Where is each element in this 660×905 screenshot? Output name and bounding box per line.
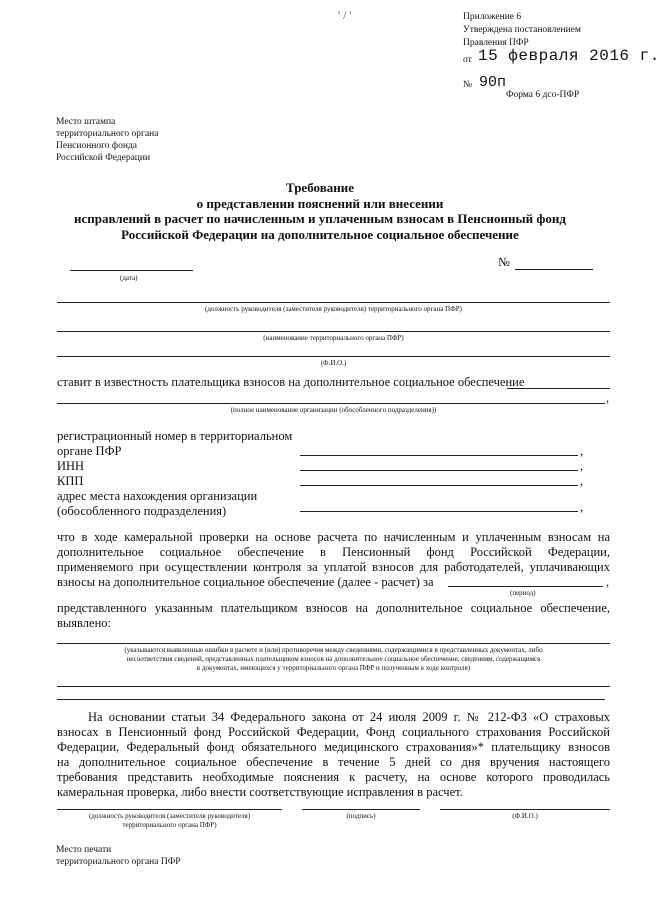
address-line [300,511,578,512]
comma: , [606,391,610,405]
paragraph-line: требования представить необходимые пояснения к расчету, на основе которого проводилась [57,770,610,784]
fio-line [57,356,610,357]
paragraph-line: что в ходе камеральной проверки на основе расчета по начисленным и уплаченным взносам на [57,530,610,544]
address-label: адрес места нахождения организации [57,489,258,503]
comma: , [606,575,610,589]
board-line: Правления ПФР [463,38,529,48]
title-line: о представлении пояснений или внесении [196,195,444,211]
reg-number-label-2: органе ПФР [57,444,122,458]
paragraph-line: на дополнительное социальное обеспечение в течение 5 дней со дня вручения настоящего [57,755,610,769]
errors-line [57,643,610,644]
appendix-line: Приложение 6 [463,12,522,22]
seal-place-line: Место печати [56,845,112,855]
stamp-place-line: территориального органа [56,129,159,139]
title-line: исправлений в расчет по начисленным и уплаченным взносам в Пенсионный фонд [74,211,566,226]
stamp-place-line: Место штампа [56,117,116,127]
document-title [0,180,640,242]
stamp-place [56,116,158,164]
resolution-number: 90п [479,74,507,91]
period-caption: (период) [510,589,536,597]
reg-number-label: регистрационный номер в территориальном [57,429,293,443]
errors-caption-line: в документах, имеющихся у территориального органа ПФР и полученным в ходе контроля) [196,664,471,672]
paragraph-line: камеральная проверка, либо внести соответствующие исправления в расчет. [57,785,463,799]
fio-caption: (Ф.И.О.) [320,359,347,367]
errors-line-2 [57,686,610,687]
stamp-place-line: Пенсионного фонда [56,141,137,151]
comma: , [580,500,584,514]
errors-caption-line: несоответствия сведений, представленных плательщиком взносов на дополнительное социальное обеспечение, сведениям, содержащимся [126,655,541,663]
signature-caption-line: территориального органа ПФР) [122,821,217,829]
signature-fio-line [440,809,610,810]
number-label: № [463,80,473,90]
reg-number-line [300,455,578,456]
form-code: Форма 6 дсо-ПФР [506,90,580,100]
payer-line-1 [507,388,610,389]
inn-label: ИНН [57,459,85,473]
paragraph-line: дополнительное социальное обеспечение в Пенсионный фонд Российской Федерации, [57,545,610,559]
paragraph-line: применяемого при осуществлении контроля за уплатой взносов для работодателей, уплачивающих [57,560,610,574]
seal-place [56,844,181,868]
date-caption: (дата) [120,274,138,282]
organ-name-caption: (наименование территориального органа ПФР) [263,334,404,342]
signature-caption-line: (должность руководителя (заместителя руководителя) [88,812,251,820]
paragraph-line: взносы на дополнительное социальное обеспечение (далее - расчет) за [57,575,434,589]
errors-caption-line: (указываются выявленные ошибки в расчете и (или) противоречия между сведениями, содержащимися в представленных документах, либо [124,646,543,654]
approved-line: Утверждена постановлением [463,25,581,35]
organ-name-line [57,331,610,332]
pen-mark: ' / ' [338,8,352,22]
stamp-place-line: Российской Федерации [56,153,151,163]
signature-fio-caption: (Ф.И.О.) [512,812,538,820]
inn-line [300,470,578,471]
comma: , [580,459,584,473]
signature-sign-line [302,809,420,810]
notify-text: ставит в известность плательщика взносов на дополнительное социальное обеспечение [57,375,525,389]
signature-position-caption [57,812,282,830]
address-label-2: (обособленного подразделения) [57,504,227,518]
paragraph-line: представленного указанным плательщиком взносов на дополнительное социальное обеспечение, [57,601,610,615]
position-line [57,302,610,303]
from-label: от [463,55,472,65]
kpp-line [300,485,578,486]
paragraph-line: Федерации, Федеральный фонд обязательного медицинского страхования»* плательщику взносов [57,740,610,754]
errors-caption [57,646,610,673]
kpp-label: КПП [57,474,84,488]
comma: , [580,474,584,488]
paragraph-line: выявлено: [57,616,111,630]
title-line: Российской Федерации на дополнительное социальное обеспечение [121,226,519,242]
errors-line-3 [57,699,605,700]
requirement-number-label: № [498,255,510,269]
requirement-number-line [515,269,593,270]
comma: , [580,444,584,458]
position-caption: (должность руководителя (заместителя руководителя) территориального органа ПФР) [205,305,462,313]
paragraph-line: взносах в Пенсионный фонд Российской Федерации, Фонд социального страхования Российской [57,725,610,739]
payer-line-2 [57,403,605,404]
full-name-caption: (полное наименование организации (обособленного подразделения)) [230,406,437,414]
seal-place-line: территориального органа ПФР [56,857,181,867]
paragraph-line: На основании статьи 34 Федерального закона от 24 июля 2009 г. № 212-ФЗ «О страховых [88,710,610,724]
period-line [448,586,603,587]
approval-date-stamp: 15 февраля 2016 г. [478,47,660,65]
title-line: Требование [286,180,354,195]
signature-position-line [57,809,282,810]
signature-sign-caption: (подпись) [346,812,376,820]
date-line [70,270,193,271]
